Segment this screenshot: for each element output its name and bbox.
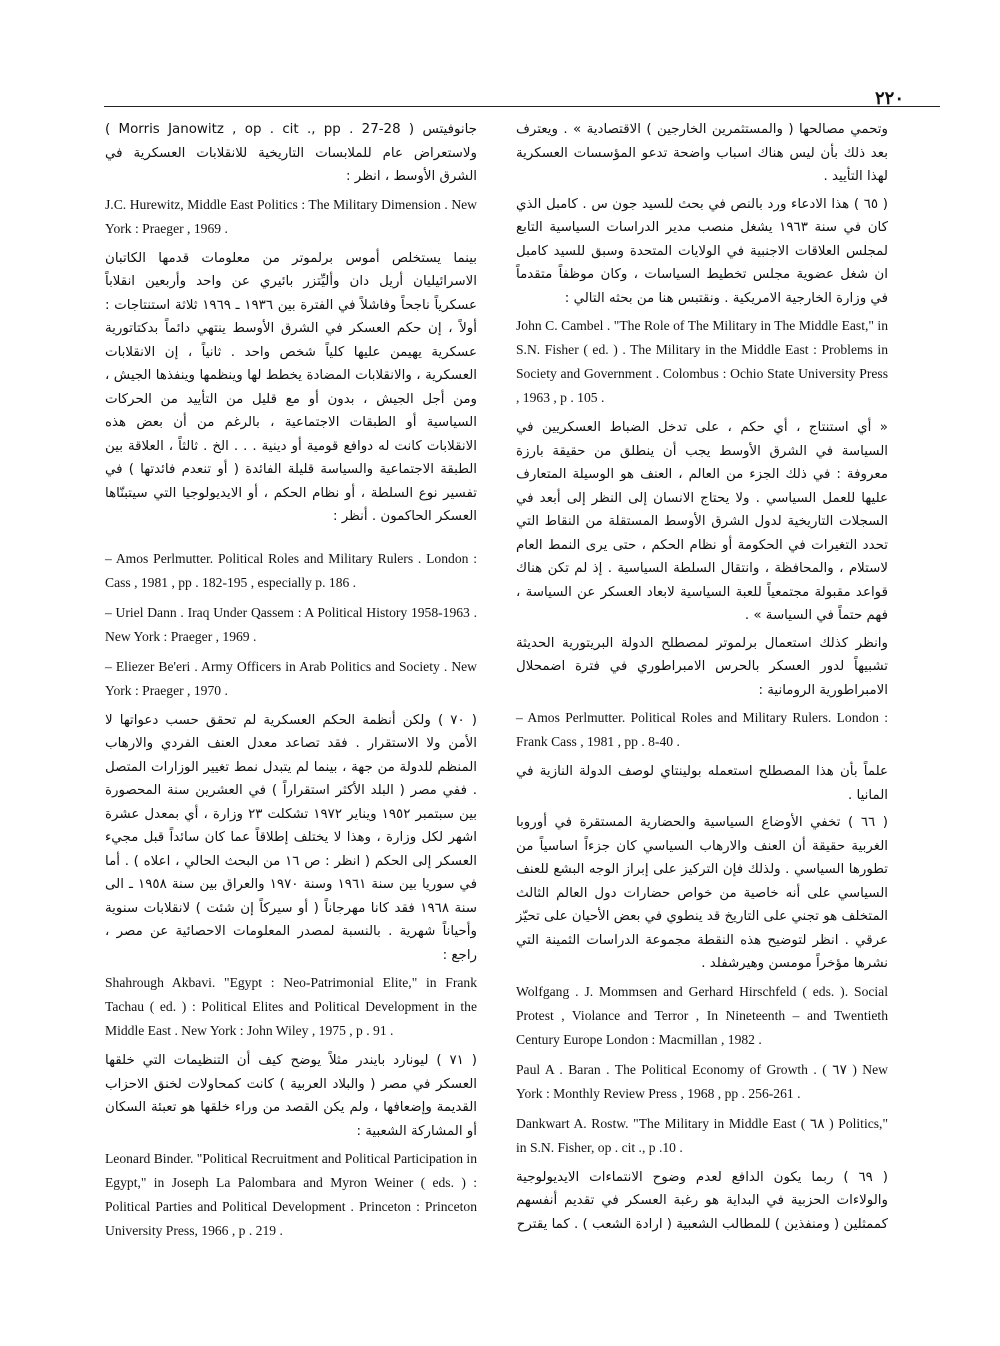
arabic-paragraph: جانوفيتس ( Morris Janowitz , op . cit ., pp . 27-28 ) ولاستعراض عام للملابسات التاريخية للانقلابات العسكرية في الشرق الأوسط ، انظر : bbox=[105, 122, 478, 184]
arabic-paragraph: « أي استنتاج ، أي حكم ، على تدخل الضباط العسكريين في السياسة في الشرق الأوسط يجب أن ينطلق من حقيقة بارزة معروفة : في ذلك الجزء من العالم ، العنف هو الوسيلة المتعارف عليها للعمل السياسي . ولا يحتاج الانسان إلى النظر إلى أبعد في السجلات التاريخية لدول الشرق الأوسط المستقلة من النقاط التي تحدد التغيرات في الحكومة أو نظام الحكم ، حتى يرى النمط العام لاستلام ، والمحافظة ، وانتقال السلطة السياسية . إذ لم تكن هناك قواعد مقبولة مجتمعياً للعبة السياسية لابعاد العسكر عن السياسة ، فهم حتماً في السياسة » . bbox=[516, 420, 888, 623]
reference-entry: – Uriel Dann . Iraq Under Qassem : A Political History 1958-1963 . New York : Praeger , 1969 . bbox=[105, 604, 477, 644]
reference-entry: Paul A . Baran . The Political Economy of Growth . ( ٦٧ ) New York : Monthly Review Press , 1968 , pp . 256-261 . bbox=[516, 1061, 888, 1101]
reference-entry: Leonard Binder. "Political Recruitment and Political Participation in Egypt," in Joseph La Palombara and Myron Weiner ( eds. ) : Political Parties and Political Development . Princeton : Princeton University Press, 1966 , p . 219 . bbox=[105, 1151, 477, 1238]
page-number: ٢٢٠ bbox=[874, 88, 904, 109]
reference-entry: Wolfgang . J. Mommsen and Gerhard Hirschfeld ( eds. ). Social Protest , Violance and Terror , In Nineteenth – and Twentieth Century Europe London : Macmillan , 1982 . bbox=[516, 983, 888, 1047]
reference-entry: Dankwart A. Rostw. "The Military in Middle East ( ٦٨ ) Politics," in S.N. Fisher, op . cit ., p .10 . bbox=[516, 1115, 888, 1155]
spacer bbox=[105, 533, 477, 547]
reference-entry: J.C. Hurewitz, Middle East Politics : The Military Dimension . New York : Praeger , 1969 . bbox=[105, 196, 477, 236]
arabic-paragraph: ( ٧١ ) ليونارد بايندر مثلاً يوضح كيف أن التنظيمات التي خلقها العسكر في مصر ( والبلاد العربية ) كانت كمحاولات لخنق الاحزاب القديمة وإضعافها ، ولم يكن القصد من وراء خلقها هو تعبئة السكان أو المشاركة الشعبية : bbox=[105, 1053, 477, 1139]
arabic-paragraph: بينما يستخلص أموس برلموتر من معلومات قدمها الكاتبان الاسرائيليان أريل دان وأليِّتزر بائيري عن واحد وأربعين انقلاباً عسكرياً ناجحاً وفاشلاً في الفترة بين ١٩٣٦ ـ ١٩٦٩ ثلاثة استنتاجات : أولاً ، إن حكم العسكر في الشرق الأوسط ينتهي دائماً بدكتاتورية عسكرية يهيمن عليها كلياً شخص واحد . ثانياً ، إن الانقلابات العسكرية ، والانقلابات المضادة يخطط لها وينظمها وينفذها الجيش ، ومن أجل الجيش ، بدون أو مع قليل من التأييد من الحركات السياسية أو الطبقات الاجتماعية ، بالرغم من أن بعض هذه الانقلابات كانت له دوافع قومية أو دينية . . . الخ . ثالثاً ، العلاقة بين الطبقة الاجتماعية والسياسة قليلة الفائدة ( أو تنعدم فائدتها ) في تفسير نوع السلطة ، أو نظام الحكم ، أو الايديولوجيا التي سيتبنّاها العسكر الحاكمون . أنظر : bbox=[105, 250, 478, 524]
reference-entry: Shahrough Akbavi. "Egypt : Neo-Patrimonial Elite," in Frank Tachau ( ed. ) : Political Elites and Political Development in the Middle East . New York : John Wiley , 1975 , p . 91 . bbox=[105, 975, 477, 1038]
reference-entry: – Amos Perlmutter. Political Roles and Military Rulers. London : Frank Cass , 1981 , pp . 8-40 . bbox=[516, 710, 888, 749]
reference-entry: John C. Cambel . "The Role of The Military in The Middle East," in S.N. Fisher ( ed. ) . The Military in the Middle East : Problems in Society and Government . Colombus : Ochio State University Press , 1963 , p . 105 . bbox=[516, 318, 888, 405]
reference-entry: – Eliezer Be'eri . Army Officers in Arab Politics and Society . New York : Praeger , 1970 . bbox=[105, 658, 477, 698]
arabic-paragraph: ( ٦٦ ) تخفي الأوضاع السياسية والحضارية المستقرة في أوروبا الغربية حقيقة أن العنف والارهاب السياسي كان جزءاً اساسياً من تطورها السياسي . ولذلك فإن التركيز على إبراز الوجه البشع للعنف السياسي على أنه خاصية من خواص حضارات دول العالم الثالث المتخلف هو تجني على التاريخ قد ينطوي في بعض الأحيان على تحيّز عرقي . انظر لتوضيح هذه النقطة مجموعة الدراسات الثمينة التي نشرها مؤخراً مومسن وهيرشفلد . bbox=[516, 815, 888, 971]
arabic-paragraph: وانظر كذلك استعمال برلموتر لمصطلح الدولة البريتورية الحديثة تشبيهاً لدور العسكر بالحرس الامبراطوري في فترة اضمحلال الامبراطورية الرومانية : bbox=[516, 635, 888, 698]
left-column bbox=[105, 118, 477, 1249]
arabic-paragraph: ( ٦٥ ) هذا الادعاء ورد بالنص في بحث للسيد جون س . كامبل الذي كان في سنة ١٩٦٣ يشغل منصب مدير الدراسات السياسية التابع لمجلس العلاقات الاجنبية في الولايات المتحدة وسبق للسيد كامبل ان شغل عضوية مجلس تخطيط السياسات ، وكان موظفاً متقدماً في وزارة الخارجية الامريكية . ونقتبس هنا من بحثه التالي : bbox=[516, 196, 888, 306]
arabic-paragraph: ( ٧٠ ) ولكن أنظمة الحكم العسكرية لم تحقق حسب دعواتها لا الأمن ولا الاستقرار . فقد تصاعد معدل العنف الفردي والارهاب المنظم للدولة من جهة ، بينما لم يتبدل نمط تغيير الوزارات المتصل . ففي مصر ( البلد الأكثر استقراراً ) في العشرين سنة المحصورة بين سبتمبر ١٩٥٢ ويناير ١٩٧٢ تشكلت ٢٣ وزارة ، أي بمعدل عشرة اشهر لكل وزارة ، وهذا لا يختلف إطلاقاً عما كان سائداً قبل مجيء العسكر إلى الحكم ( انظر : ص ١٦ من البحث الحالي ، اعلاه ) . أما في سوريا بين سنة ١٩٦١ وسنة ١٩٧٠ والعراق بين سنة ١٩٥٨ ـ الى سنة ١٩٦٨ فقد كانا مهرجاناً ( أو سيركاً إن شئت ) لانقلابات سنوية وأحياناً شهرية . بالنسبة لمصدر المعلومات الاحصائية عن مصر ، راجع : bbox=[105, 712, 478, 963]
reference-entry: – Amos Perlmutter. Political Roles and Military Rulers . London : Cass , 1981 , pp . 182-195 , especially p. 186 . bbox=[105, 550, 477, 590]
right-column bbox=[516, 118, 888, 1240]
arabic-paragraph: وتحمي مصالحها ( والمستثمرين الخارجين ) الاقتصادية » . ويعترف بعد ذلك بأن ليس هناك اسباب واضحة تدعو المؤسسات العسكرية لهذا التأييد . bbox=[516, 122, 888, 184]
arabic-paragraph: ( ٦٩ ) ربما يكون الدافع لعدم وضوح الانتماءات الايديولوجية والولاءات الحزبية في البداية هو رغبة العسكر في تقديم أنفسهم كممثلين ( ومنفذين ) للمطالب الشعبية ( ارادة الشعب ) . كما يقترح bbox=[516, 1169, 888, 1232]
header-rule bbox=[104, 106, 940, 107]
arabic-paragraph: علماً بأن هذا المصطلح استعمله بولينتاي لوصف الدولة النازية في المانيا . bbox=[516, 764, 888, 803]
